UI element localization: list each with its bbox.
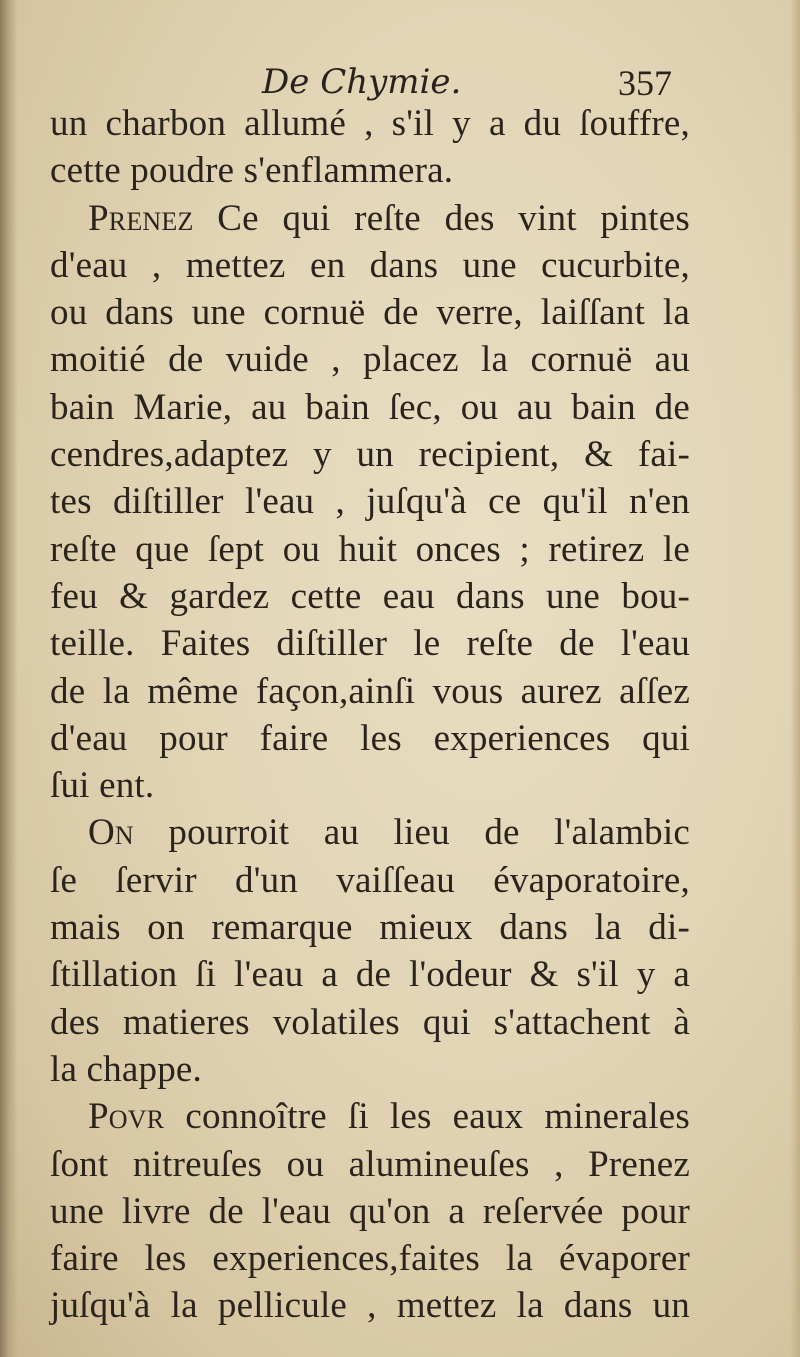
text-line: moitié de vuide , placez la cornuë au (50, 339, 690, 381)
text-line: ſui ent. (50, 765, 155, 807)
running-title: De Chymie. (262, 62, 462, 102)
text-line: teille. Faites diſtiller le reſte de l'eau (50, 623, 690, 665)
text-line: ſtillation ſi l'eau a de l'odeur & s'il y a (50, 954, 690, 996)
text-line: une livre de l'eau qu'on a reſervée pour (50, 1190, 690, 1232)
text-line: On pourroit au lieu de l'alambic (88, 812, 690, 854)
paragraph-lead-word: Prenez (88, 197, 194, 239)
text-line: ou dans une cornuë de verre, laiſſant la (50, 292, 690, 334)
text-line: reſte que ſept ou huit onces ; retirez le (50, 528, 690, 570)
text-line: faire les experiences,faites la évaporer (50, 1238, 690, 1280)
text-line: d'eau pour faire les experiences qui (50, 717, 690, 759)
text-line: ſe ſervir d'un vaiſſeau évaporatoire, (50, 859, 690, 901)
text-line: la chappe. (50, 1048, 202, 1090)
text-line: des matieres volatiles qui s'attachent à (50, 1001, 690, 1043)
page-edge-shadow (790, 0, 800, 1357)
text-line: cendres,adaptez y un recipient, & fai- (50, 434, 690, 476)
paragraph-lead-word: Povr (88, 1096, 165, 1138)
page-gutter-shadow (0, 0, 18, 1357)
paragraph-lead-word: On (88, 812, 134, 854)
text-line: feu & gardez cette eau dans une bou- (50, 575, 690, 617)
text-line: de la même façon,ainſi vous aurez aſſez (50, 670, 690, 712)
text-line: d'eau , mettez en dans une cucurbite, (50, 244, 690, 286)
text-line: tes diſtiller l'eau , juſqu'à ce qu'il n'en (50, 481, 690, 523)
text-line: un charbon allumé , s'il y a du ſouffre, (50, 103, 690, 144)
text-line: juſqu'à la pellicule , mettez la dans un (50, 1285, 690, 1327)
body-text (50, 100, 690, 1330)
text-line: Prenez Ce qui reſte des vint pintes (88, 197, 690, 239)
text-line: bain Marie, au bain ſec, ou au bain de (50, 386, 690, 428)
page-number: 357 (618, 63, 672, 103)
text-line: ſont nitreuſes ou alumineuſes , Prenez (50, 1143, 690, 1185)
running-head (0, 62, 800, 102)
text-line: Povr connoître ſi les eaux minerales (88, 1096, 690, 1138)
text-line: cette poudre s'enflammera. (50, 150, 454, 192)
text-line: mais on remarque mieux dans la di- (50, 907, 690, 949)
